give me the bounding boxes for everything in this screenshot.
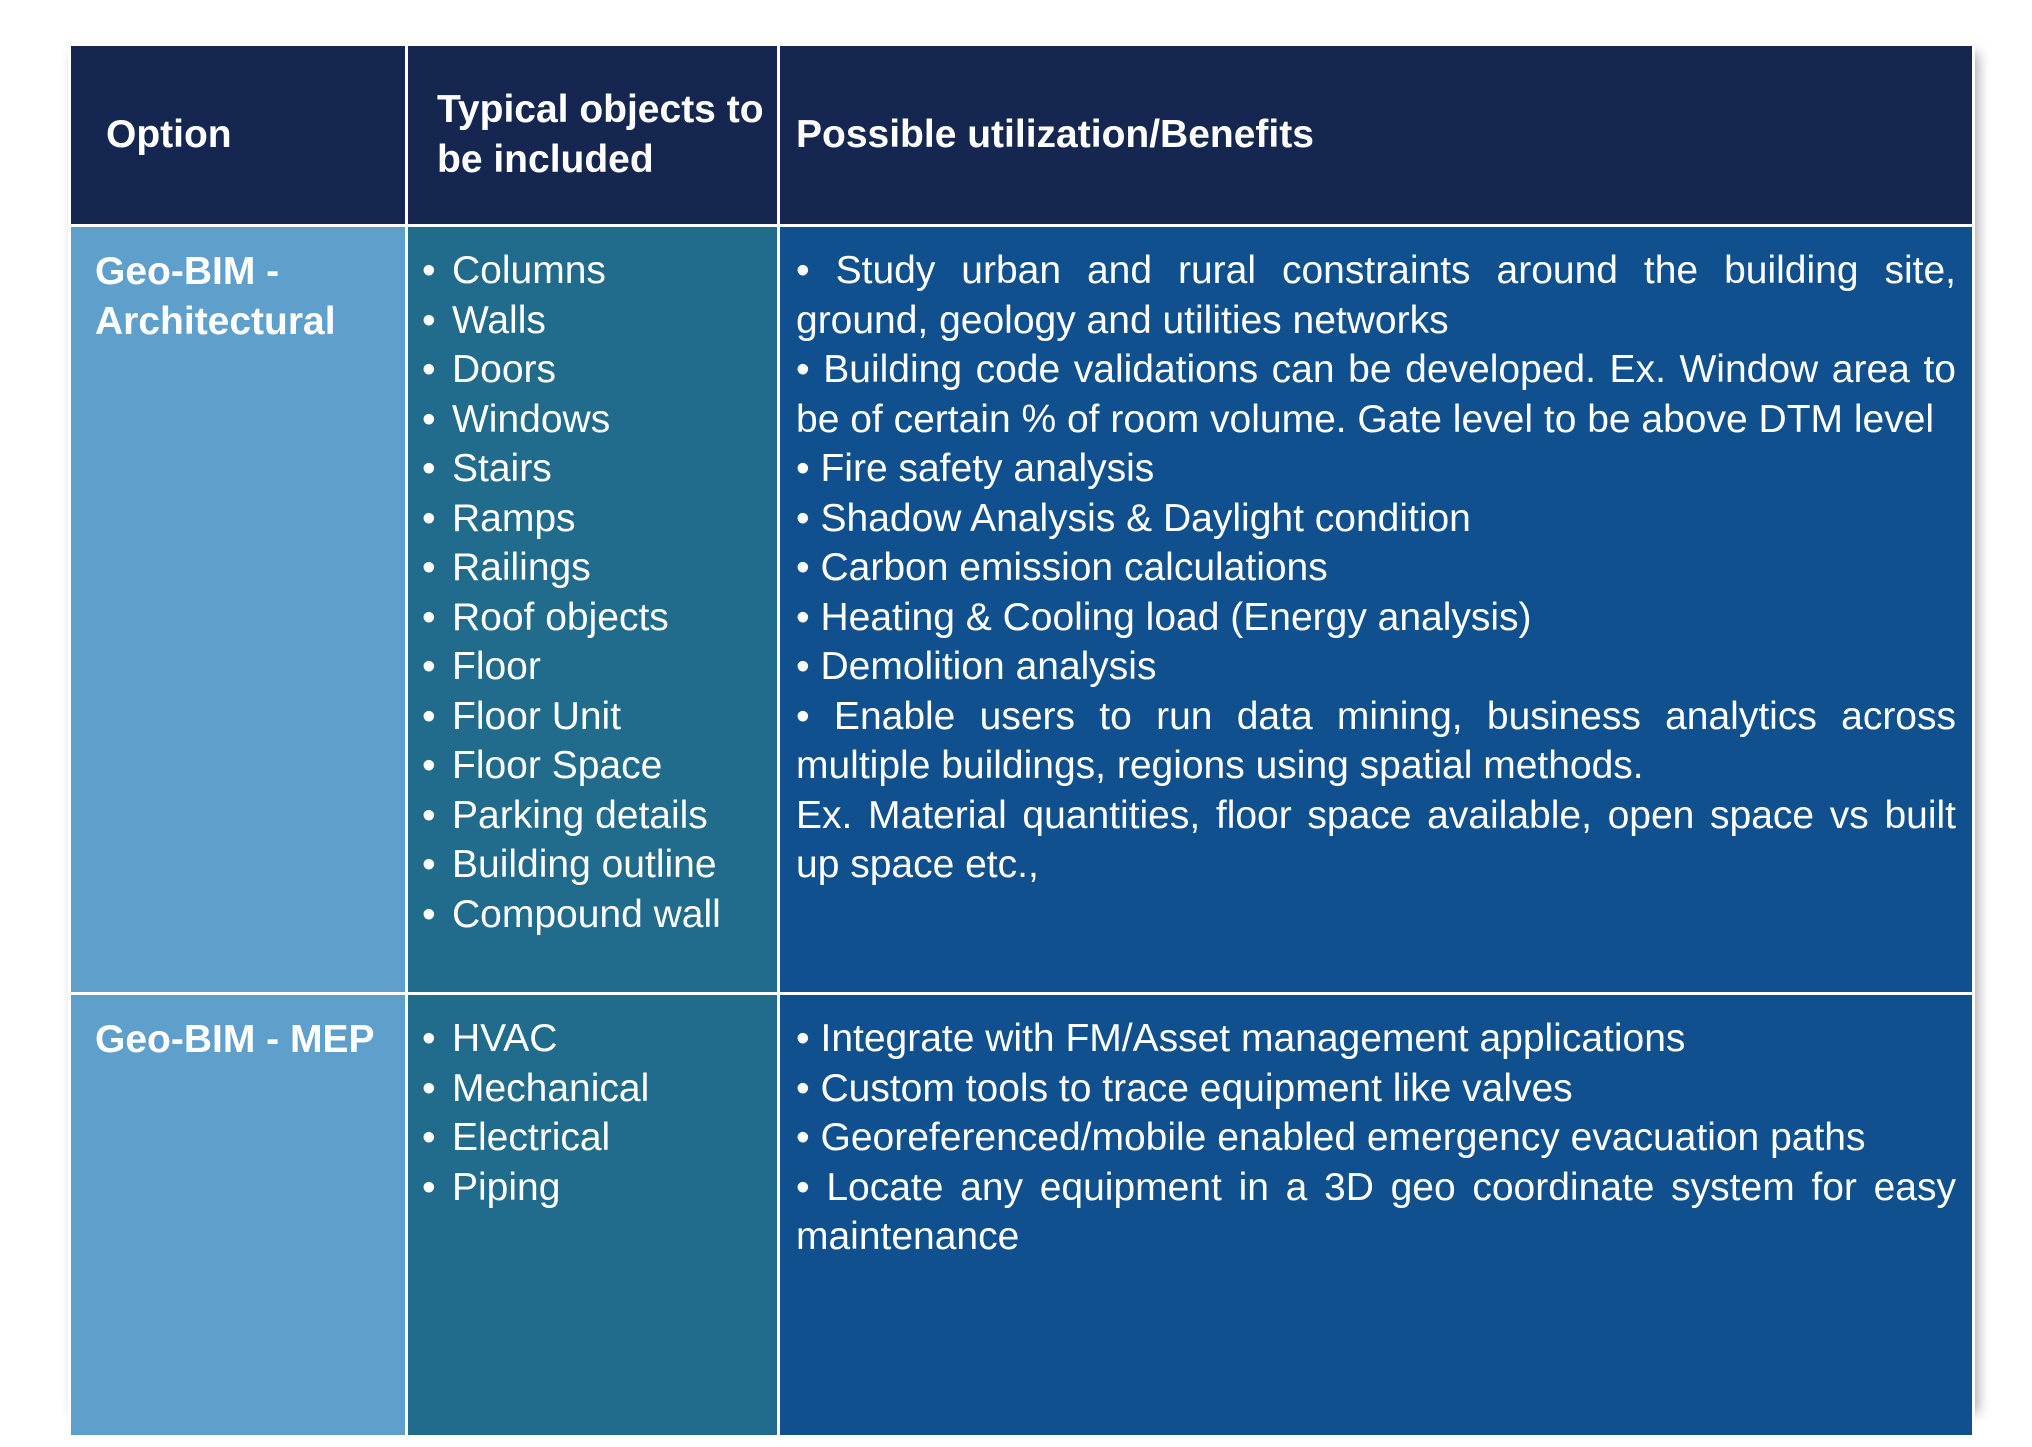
- benefit-item: Ex. Material quantities, floor space available, open space vs built up space etc.,: [796, 793, 1956, 886]
- bullet-glyph: •: [422, 892, 436, 936]
- benefit-item: • Fire safety analysis: [796, 447, 1155, 490]
- object-label: Parking details: [452, 793, 708, 837]
- table-row-architectural: [70, 226, 1974, 994]
- benefits-cell: [779, 226, 1974, 994]
- bullet-glyph: •: [422, 397, 436, 441]
- benefit-item: • Enable users to run data mining, business analytics across multiple buildings, regions using spatial methods.: [796, 694, 1956, 787]
- object-label: Railings: [452, 546, 591, 589]
- object-label: Piping: [452, 1165, 561, 1209]
- object-label: Windows: [452, 397, 611, 441]
- benefit-item: • Heating & Cooling load (Energy analysis): [796, 595, 1532, 639]
- list-item: [422, 741, 771, 791]
- table-row-mep: [70, 994, 1974, 1437]
- bullet-glyph: •: [422, 546, 436, 589]
- benefit-item: • Locate any equipment in a 3D geo coordinate system for easy maintenance: [796, 1165, 1956, 1258]
- object-label: Floor Unit: [452, 694, 622, 738]
- object-label: HVAC: [452, 1017, 558, 1060]
- benefit-item: • Building code validations can be developed. Ex. Window area to be of certain % of room volume. Gate level to be above DTM level: [796, 348, 1956, 441]
- list-item: [422, 791, 771, 841]
- benefit-item: • Study urban and rural constraints around the building site, ground, geology and utilities networks: [796, 249, 1956, 342]
- list-item: [422, 1014, 771, 1064]
- bullet-glyph: •: [422, 843, 436, 886]
- object-label: Ramps: [452, 496, 576, 540]
- benefit-item: • Integrate with FM/Asset management applications: [796, 1017, 1686, 1060]
- list-item: [422, 840, 771, 890]
- benefit-item: • Custom tools to trace equipment like valves: [796, 1066, 1573, 1110]
- object-label: Walls: [452, 298, 546, 342]
- list-item: [422, 593, 771, 643]
- list-item: [422, 1113, 771, 1163]
- list-item: [422, 395, 771, 445]
- option-cell: Geo-BIM - MEP: [70, 994, 407, 1437]
- benefit-item: • Georeferenced/mobile enabled emergency evacuation paths: [796, 1116, 1866, 1159]
- object-label: Doors: [452, 348, 557, 391]
- list-item: [422, 494, 771, 544]
- bullet-glyph: •: [422, 447, 436, 490]
- object-label: Columns: [452, 249, 606, 292]
- object-label: Roof objects: [452, 595, 669, 639]
- bullet-glyph: •: [422, 645, 436, 688]
- list-item: [422, 296, 771, 346]
- object-label: Electrical: [452, 1116, 611, 1159]
- list-item: [422, 890, 771, 940]
- benefits-cell: [779, 994, 1974, 1437]
- geo-bim-table-card: [68, 43, 1972, 1403]
- bullet-glyph: •: [422, 744, 436, 787]
- object-label: Building outline: [452, 843, 717, 886]
- bullet-glyph: •: [422, 1066, 436, 1110]
- bullet-glyph: •: [422, 694, 436, 738]
- header-typical-objects: Typical objects to be included: [407, 45, 779, 226]
- option-cell: Geo-BIM - Architectural: [70, 226, 407, 994]
- bullet-glyph: •: [422, 249, 436, 292]
- header-row: [70, 45, 1974, 226]
- bullet-glyph: •: [422, 595, 436, 639]
- benefit-item: • Carbon emission calculations: [796, 546, 1328, 589]
- benefit-item: • Shadow Analysis & Daylight condition: [796, 496, 1471, 540]
- object-label: Mechanical: [452, 1066, 650, 1110]
- list-item: [422, 345, 771, 395]
- bullet-glyph: •: [422, 348, 436, 391]
- list-item: [422, 1064, 771, 1114]
- bullet-glyph: •: [422, 496, 436, 540]
- objects-list: [422, 1014, 771, 1212]
- list-item: [422, 692, 771, 742]
- bullet-glyph: •: [422, 1165, 436, 1209]
- list-item: [422, 543, 771, 593]
- bullet-glyph: •: [422, 793, 436, 837]
- object-label: Stairs: [452, 447, 552, 490]
- bullet-glyph: •: [422, 1017, 436, 1060]
- geo-bim-options-table: [68, 43, 1975, 1438]
- benefit-item: • Demolition analysis: [796, 645, 1157, 688]
- objects-cell: [407, 226, 779, 994]
- bullet-glyph: •: [422, 1116, 436, 1159]
- objects-cell: [407, 994, 779, 1437]
- header-option: Option: [70, 45, 407, 226]
- object-label: Floor Space: [452, 744, 663, 787]
- object-label: Compound wall: [452, 892, 721, 936]
- header-benefits: Possible utilization/Benefits: [779, 45, 1974, 226]
- list-item: [422, 246, 771, 296]
- list-item: [422, 642, 771, 692]
- object-label: Floor: [452, 645, 541, 688]
- list-item: [422, 444, 771, 494]
- objects-list: [422, 246, 771, 939]
- list-item: [422, 1163, 771, 1213]
- bullet-glyph: •: [422, 298, 436, 342]
